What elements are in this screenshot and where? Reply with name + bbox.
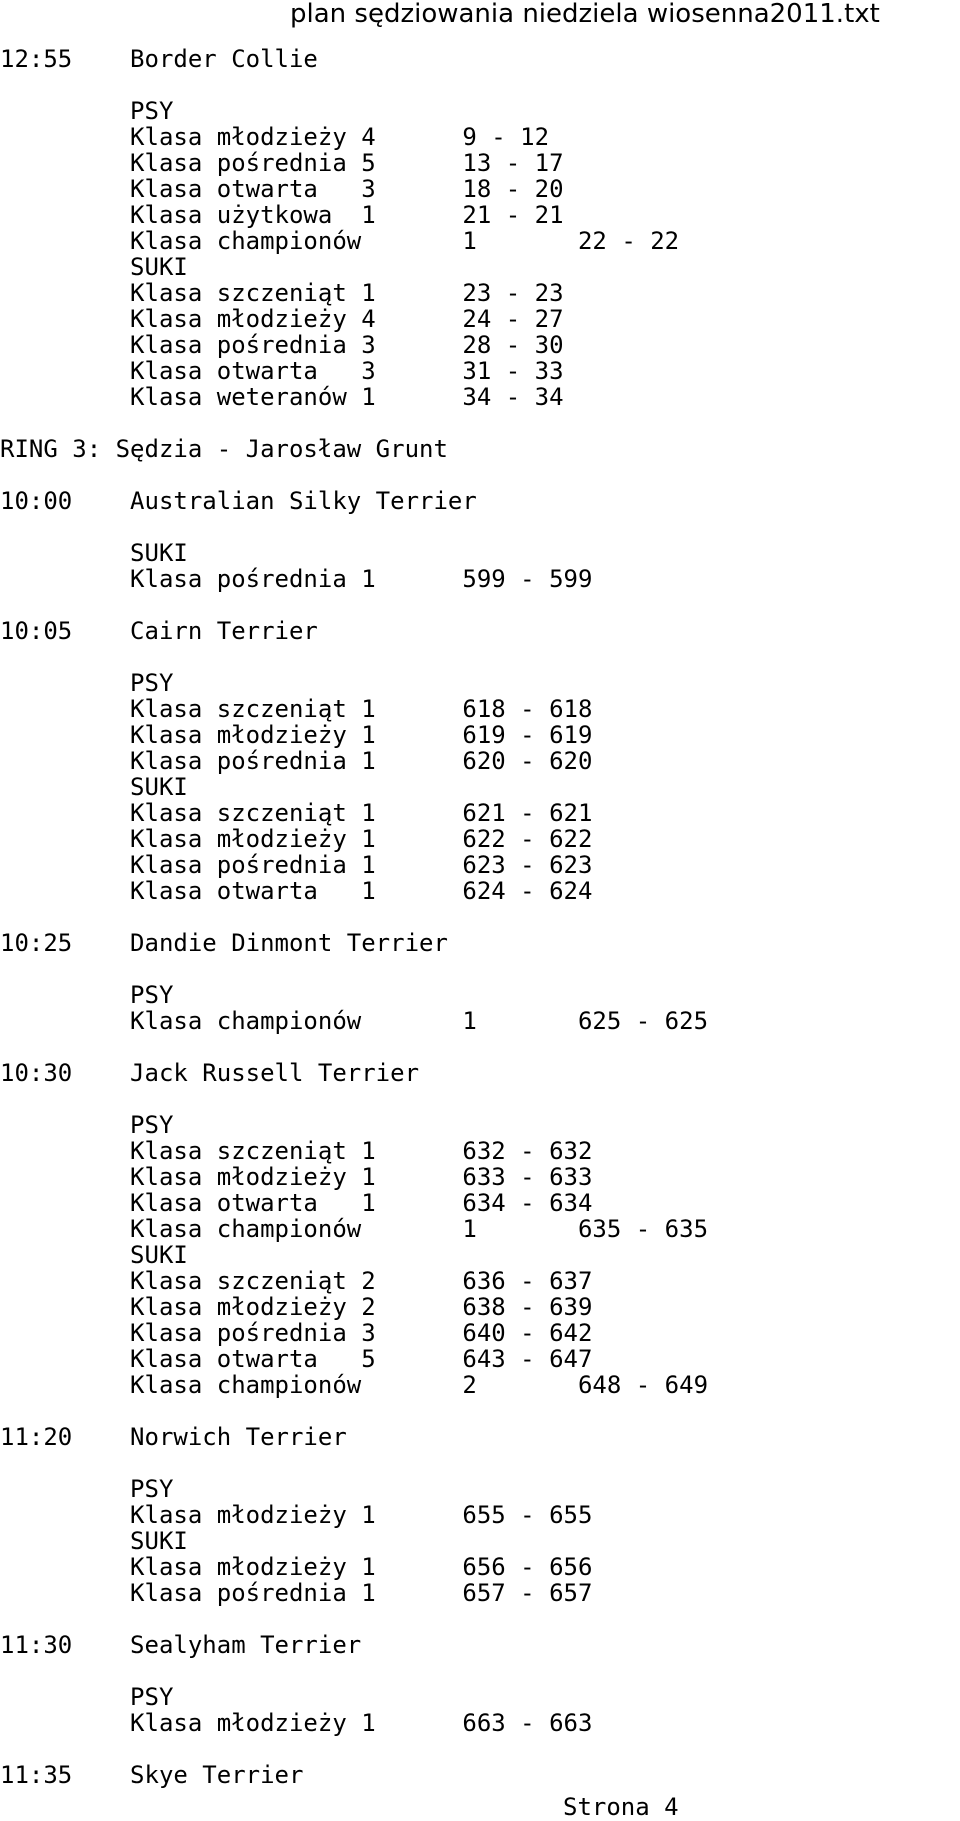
schedule-line	[0, 670, 173, 696]
schedule-line-text: 11:30 Sealyham Terrier	[0, 1631, 362, 1659]
schedule-line-text: 10:25 Dandie Dinmont Terrier	[0, 929, 448, 957]
schedule-line-text: Klasa otwarta 1 624 - 624	[0, 877, 593, 905]
schedule-line-text: Klasa szczeniąt 1 23 - 23	[0, 279, 564, 307]
schedule-line	[0, 1242, 188, 1268]
schedule-line-text: Klasa otwarta 3 18 - 20	[0, 175, 564, 203]
schedule-line	[0, 1320, 592, 1346]
schedule-line	[0, 1684, 173, 1710]
schedule-line	[0, 1424, 347, 1450]
schedule-line-text: 10:30 Jack Russell Terrier	[0, 1059, 420, 1087]
schedule-line	[0, 150, 564, 176]
schedule-line	[0, 1164, 592, 1190]
schedule-line-text: Klasa pośrednia 1 599 - 599	[0, 565, 593, 593]
schedule-line	[0, 228, 679, 254]
schedule-line-text: PSY	[0, 669, 174, 697]
schedule-line-text: Klasa pośrednia 3 28 - 30	[0, 331, 564, 359]
schedule-line	[0, 1216, 708, 1242]
schedule-line-text: Klasa championów 1 635 - 635	[0, 1215, 709, 1243]
schedule-line	[0, 696, 592, 722]
schedule-line-text: RING 3: Sędzia - Jarosław Grunt	[0, 435, 448, 463]
schedule-line	[0, 306, 564, 332]
schedule-line-text: 11:35 Skye Terrier	[0, 1761, 304, 1789]
schedule-line-text: Klasa pośrednia 5 13 - 17	[0, 149, 564, 177]
schedule-line	[0, 358, 564, 384]
schedule-line-text: Klasa szczeniąt 1 632 - 632	[0, 1137, 593, 1165]
schedule-line-text: Klasa szczeniąt 1 618 - 618	[0, 695, 593, 723]
schedule-line	[0, 280, 564, 306]
schedule-line-text: PSY	[0, 981, 174, 1009]
schedule-line-text: PSY	[0, 1475, 174, 1503]
schedule-line	[0, 1268, 592, 1294]
schedule-line-text: PSY	[0, 1111, 174, 1139]
schedule-line-text: Klasa pośrednia 1 620 - 620	[0, 747, 593, 775]
schedule-line	[0, 774, 188, 800]
page-footer: Strona 4	[563, 1793, 679, 1821]
schedule-line	[0, 1294, 592, 1320]
schedule-line-text: Klasa otwarta 5 643 - 647	[0, 1345, 593, 1373]
schedule-line	[0, 748, 592, 774]
schedule-line	[0, 384, 564, 410]
schedule-line	[0, 254, 188, 280]
schedule-line-text: 10:05 Cairn Terrier	[0, 617, 318, 645]
schedule-line	[0, 332, 564, 358]
schedule-line	[0, 1762, 303, 1788]
schedule-line	[0, 878, 592, 904]
schedule-line-text: Klasa championów 2 648 - 649	[0, 1371, 709, 1399]
schedule-line-text: 12:55 Border Collie	[0, 45, 318, 73]
schedule-line	[0, 1372, 708, 1398]
schedule-line-text: 11:20 Norwich Terrier	[0, 1423, 347, 1451]
schedule-line	[0, 1112, 173, 1138]
schedule-line	[0, 1476, 173, 1502]
schedule-line-text: Klasa weteranów 1 34 - 34	[0, 383, 564, 411]
schedule-line	[0, 566, 592, 592]
schedule-line	[0, 1138, 592, 1164]
schedule-line-text: Klasa młodzieży 1 656 - 656	[0, 1553, 593, 1581]
schedule-line	[0, 1502, 592, 1528]
schedule-line	[0, 46, 318, 72]
schedule-line	[0, 1632, 361, 1658]
schedule-line-text: Klasa pośrednia 1 623 - 623	[0, 851, 593, 879]
schedule-line	[0, 1190, 592, 1216]
schedule-line-text: Klasa pośrednia 1 657 - 657	[0, 1579, 593, 1607]
schedule-line	[0, 826, 592, 852]
schedule-line	[0, 1710, 592, 1736]
schedule-line-text: Klasa użytkowa 1 21 - 21	[0, 201, 564, 229]
schedule-line	[0, 1060, 419, 1086]
schedule-line-text: Klasa młodzieży 1 619 - 619	[0, 721, 593, 749]
schedule-line	[0, 436, 448, 462]
schedule-line	[0, 540, 188, 566]
schedule-line-text: PSY	[0, 1683, 174, 1711]
schedule-line	[0, 98, 173, 124]
schedule-line	[0, 1580, 592, 1606]
schedule-line	[0, 618, 318, 644]
schedule-line-text: Klasa młodzieży 4 9 - 12	[0, 123, 550, 151]
schedule-line-text: Klasa szczeniąt 2 636 - 637	[0, 1267, 593, 1295]
schedule-line	[0, 982, 173, 1008]
schedule-line	[0, 1008, 708, 1034]
document-title: plan sędziowania niedziela wiosenna2011.txt	[290, 0, 880, 29]
schedule-line-text: Klasa otwarta 1 634 - 634	[0, 1189, 593, 1217]
schedule-line-text: Klasa młodzieży 1 655 - 655	[0, 1501, 593, 1529]
schedule-line	[0, 722, 592, 748]
schedule-line	[0, 202, 564, 228]
schedule-line-text: SUKI	[0, 1241, 188, 1269]
schedule-line-text: Klasa szczeniąt 1 621 - 621	[0, 799, 593, 827]
schedule-line-text: 10:00 Australian Silky Terrier	[0, 487, 477, 515]
schedule-line-text: SUKI	[0, 1527, 188, 1555]
schedule-line-text: Klasa pośrednia 3 640 - 642	[0, 1319, 593, 1347]
schedule-line	[0, 488, 477, 514]
schedule-line	[0, 1554, 592, 1580]
schedule-line-text: Klasa otwarta 3 31 - 33	[0, 357, 564, 385]
schedule-line	[0, 124, 549, 150]
schedule-line-text: PSY	[0, 97, 174, 125]
schedule-line	[0, 800, 592, 826]
schedule-line-text: Klasa młodzieży 1 622 - 622	[0, 825, 593, 853]
schedule-line-text: SUKI	[0, 539, 188, 567]
schedule-line	[0, 1346, 592, 1372]
schedule-line-text: SUKI	[0, 253, 188, 281]
schedule-line-text: Klasa championów 1 22 - 22	[0, 227, 680, 255]
schedule-line-text: Klasa młodzieży 1 663 - 663	[0, 1709, 593, 1737]
schedule-line-text: Klasa championów 1 625 - 625	[0, 1007, 709, 1035]
schedule-line-text: Klasa młodzieży 1 633 - 633	[0, 1163, 593, 1191]
schedule-line	[0, 852, 592, 878]
schedule-line	[0, 930, 448, 956]
schedule-line	[0, 1528, 188, 1554]
schedule-line	[0, 176, 564, 202]
schedule-line-text: SUKI	[0, 773, 188, 801]
schedule-line-text: Klasa młodzieży 2 638 - 639	[0, 1293, 593, 1321]
schedule-line-text: Klasa młodzieży 4 24 - 27	[0, 305, 564, 333]
